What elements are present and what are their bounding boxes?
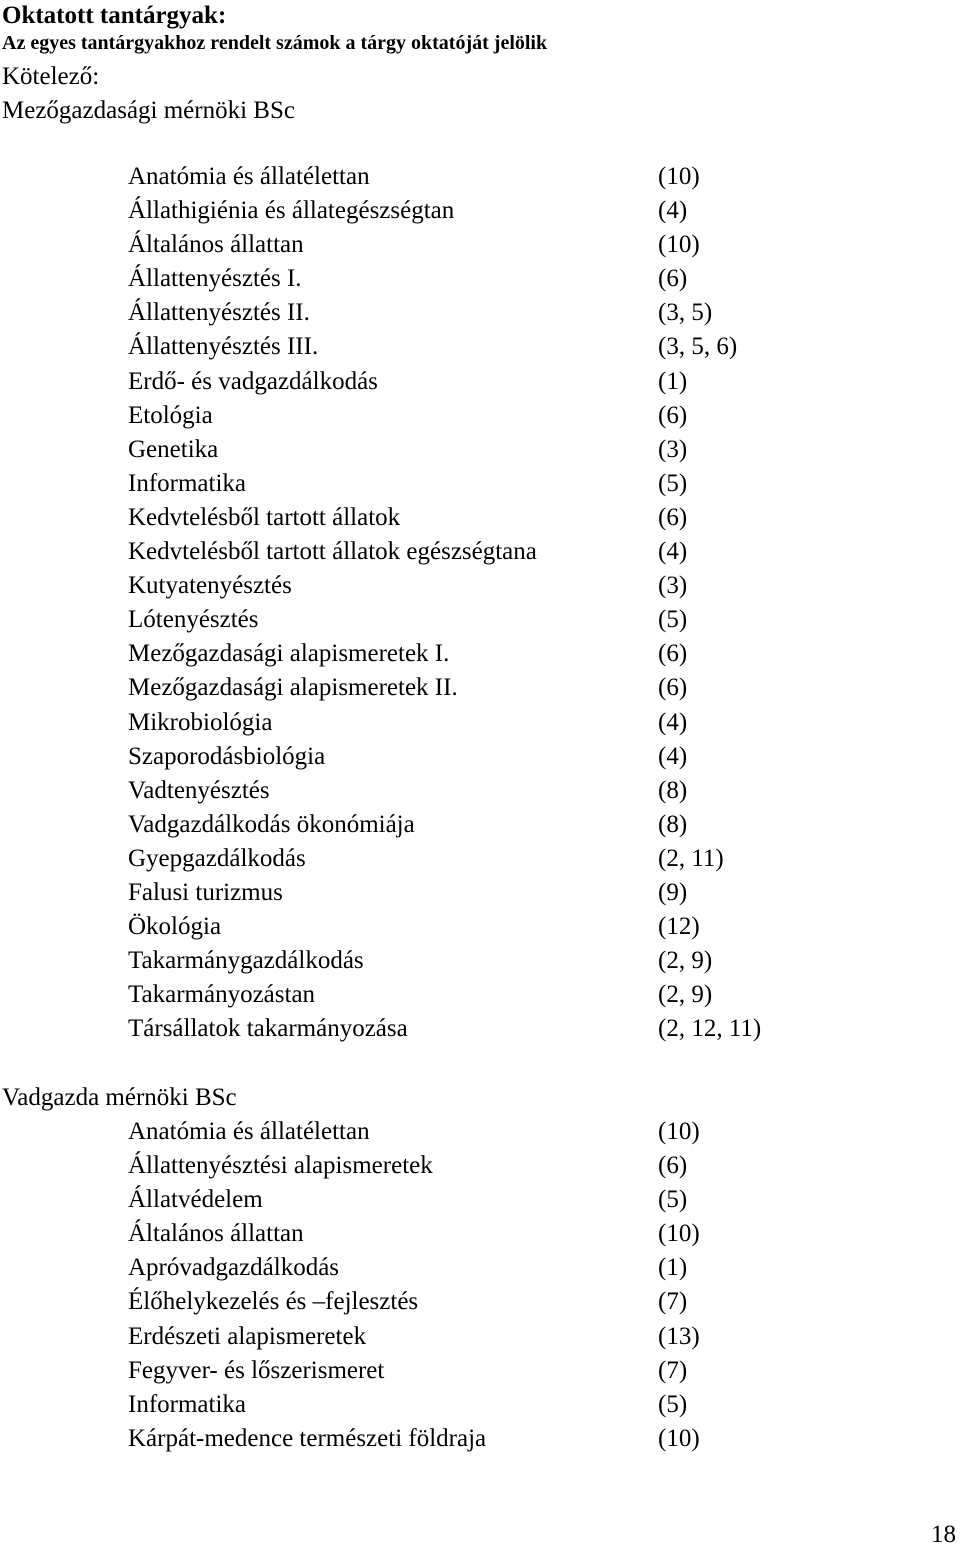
course-instructor-codes: (4) — [658, 197, 688, 225]
course-instructor-codes: (5) — [658, 1186, 688, 1214]
course-name: Társállatok takarmányozása — [128, 1015, 408, 1043]
course-name: Falusi turizmus — [128, 878, 283, 906]
course-instructor-codes: (2, 11) — [658, 844, 724, 872]
course-instructor-codes: (6) — [658, 674, 688, 702]
course-name: Gyepgazdálkodás — [128, 844, 306, 872]
course-row — [128, 160, 928, 194]
course-name: Mezőgazdasági alapismeretek II. — [128, 674, 458, 702]
page-number: 18 — [931, 1521, 956, 1548]
course-name: Állathigiénia és állategészségtan — [128, 197, 455, 225]
course-name: Anatómia és állatélettan — [128, 163, 370, 190]
course-instructor-codes: (5) — [658, 469, 688, 497]
course-name: Takarmánygazdálkodás — [128, 947, 364, 975]
course-instructor-codes: (8) — [658, 810, 688, 838]
course-row — [128, 1354, 928, 1388]
course-instructor-codes: (1) — [658, 367, 688, 395]
course-instructor-codes: (2, 9) — [658, 981, 713, 1009]
course-instructor-codes: (2, 12, 11) — [658, 1015, 762, 1043]
course-row — [128, 1285, 928, 1319]
course-instructor-codes: (10) — [658, 231, 700, 259]
course-name: Kutyatenyésztés — [128, 572, 292, 600]
course-instructor-codes: (3, 5, 6) — [658, 333, 738, 361]
course-instructor-codes: (10) — [658, 1424, 700, 1452]
course-row — [128, 296, 928, 330]
course-name: Élőhelykezelés és –fejlesztés — [128, 1288, 419, 1316]
section-heading-agri: Mezőgazdasági mérnöki BSc — [2, 97, 295, 124]
course-row — [128, 467, 928, 501]
course-name: Anatómia és állatélettan — [128, 1118, 370, 1145]
course-instructor-codes: (4) — [658, 742, 688, 770]
course-instructor-codes: (7) — [658, 1356, 688, 1384]
course-row — [128, 603, 928, 637]
course-row — [128, 433, 928, 467]
course-row — [128, 1251, 928, 1285]
section-heading-game: Vadgazda mérnöki BSc — [2, 1084, 237, 1111]
course-instructor-codes: (5) — [658, 606, 688, 634]
course-row — [128, 1320, 928, 1354]
course-instructor-codes: (6) — [658, 1152, 688, 1180]
course-name: Állattenyésztési alapismeretek — [128, 1152, 433, 1180]
course-row — [128, 1422, 928, 1456]
course-name: Kárpát-medence természeti földraja — [128, 1424, 487, 1452]
course-row — [128, 501, 928, 535]
course-name: Szaporodásbiológia — [128, 742, 326, 770]
course-row — [128, 535, 928, 569]
course-row — [128, 706, 928, 740]
course-name: Állattenyésztés I. — [128, 265, 302, 293]
course-row — [128, 637, 928, 671]
course-instructor-codes: (12) — [658, 913, 700, 941]
course-row — [128, 330, 928, 364]
course-name: Apróvadgazdálkodás — [128, 1254, 340, 1282]
course-name: Takarmányozástan — [128, 981, 316, 1009]
course-instructor-codes: (7) — [658, 1288, 688, 1316]
course-instructor-codes: (9) — [658, 878, 688, 906]
course-row — [128, 1183, 928, 1217]
course-instructor-codes: (2, 9) — [658, 947, 713, 975]
course-instructor-codes: (10) — [658, 1118, 700, 1145]
course-name: Mezőgazdasági alapismeretek I. — [128, 640, 450, 668]
course-row — [128, 365, 928, 399]
course-name: Általános állattan — [128, 1220, 304, 1248]
course-row — [128, 399, 928, 433]
course-name: Vadtenyésztés — [128, 776, 270, 804]
course-instructor-codes: (3) — [658, 435, 688, 463]
course-instructor-codes: (4) — [658, 538, 688, 566]
course-name: Állattenyésztés II. — [128, 299, 310, 327]
course-row — [128, 842, 928, 876]
category-label: Kötelező: — [2, 63, 100, 90]
course-name: Mikrobiológia — [128, 708, 273, 736]
course-row — [128, 978, 928, 1012]
course-row — [128, 1388, 928, 1422]
course-row — [128, 1217, 928, 1251]
course-instructor-codes: (3) — [658, 572, 688, 600]
course-instructor-codes: (4) — [658, 708, 688, 736]
course-row — [128, 910, 928, 944]
document-title: Oktatott tantárgyak: — [2, 2, 227, 29]
course-name: Kedvtelésből tartott állatok egészségtana — [128, 538, 537, 566]
course-row — [128, 1115, 928, 1149]
course-name: Informatika — [128, 1390, 247, 1418]
course-row — [128, 1149, 928, 1183]
course-row — [128, 569, 928, 603]
course-instructor-codes: (8) — [658, 776, 688, 804]
document-subtitle: Az egyes tantárgyakhoz rendelt számok a tárgy oktatóját jelölik — [2, 32, 548, 54]
course-row — [128, 228, 928, 262]
course-instructor-codes: (6) — [658, 401, 688, 429]
course-row — [128, 944, 928, 978]
course-row — [128, 740, 928, 774]
course-instructor-codes: (10) — [658, 163, 700, 190]
course-name: Ökológia — [128, 913, 222, 941]
course-name: Etológia — [128, 401, 213, 429]
course-name: Erdészeti alapismeretek — [128, 1322, 367, 1350]
course-name: Kedvtelésből tartott állatok — [128, 503, 401, 531]
course-name: Általános állattan — [128, 231, 304, 259]
course-name: Informatika — [128, 469, 247, 497]
course-list-game — [128, 1115, 928, 1456]
course-list-agri — [128, 160, 928, 1046]
course-row — [128, 808, 928, 842]
course-instructor-codes: (10) — [658, 1220, 700, 1248]
course-row — [128, 194, 928, 228]
course-instructor-codes: (1) — [658, 1254, 688, 1282]
course-name: Vadgazdálkodás ökonómiája — [128, 810, 415, 838]
course-row — [128, 876, 928, 910]
course-row — [128, 774, 928, 808]
course-name: Erdő- és vadgazdálkodás — [128, 367, 378, 395]
course-instructor-codes: (3, 5) — [658, 299, 713, 327]
course-name: Állattenyésztés III. — [128, 333, 319, 361]
course-instructor-codes: (5) — [658, 1390, 688, 1418]
course-instructor-codes: (6) — [658, 265, 688, 293]
course-instructor-codes: (6) — [658, 640, 688, 668]
course-name: Fegyver- és lőszerismeret — [128, 1356, 385, 1384]
course-row — [128, 671, 928, 705]
course-instructor-codes: (6) — [658, 503, 688, 531]
course-name: Genetika — [128, 435, 219, 463]
course-name: Állatvédelem — [128, 1186, 263, 1214]
course-row — [128, 1012, 928, 1046]
course-name: Lótenyésztés — [128, 606, 259, 634]
course-row — [128, 262, 928, 296]
course-instructor-codes: (13) — [658, 1322, 700, 1350]
